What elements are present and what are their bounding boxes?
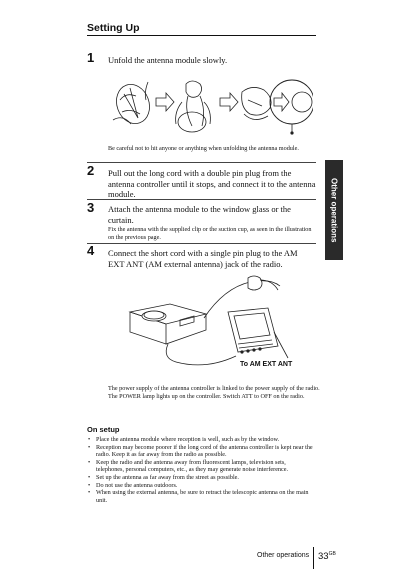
- step-3-text: Attach the antenna module to the window glass or the curtain.: [108, 204, 291, 225]
- bullet: •: [88, 458, 91, 466]
- page-suffix: GB: [328, 551, 336, 557]
- separator: [87, 162, 316, 163]
- unfold-illustration: [108, 72, 313, 142]
- step-2-text: Pull out the long cord with a double pin plug from the antenna controller until it stops, and connect it to the antenna module.: [108, 168, 316, 199]
- bullet: •: [88, 473, 91, 481]
- side-tab-label: Other operations: [329, 177, 339, 243]
- list-item: • When using the external antenna, be sure to retract the telescopic antenna on the main unit.: [88, 489, 309, 504]
- step-4-text: Connect the short cord with a single pin plug to the AM EXT ANT (AM external antenna) jack of the radio.: [108, 248, 298, 269]
- step-3-number: 3: [87, 200, 95, 215]
- jack-caption: To AM EXT ANT: [240, 361, 293, 368]
- title-rule: [87, 35, 316, 36]
- step-3-note: Fix the antenna with the supplied clip or the suction cup, as seen in the illustration on the previous page.: [108, 226, 312, 241]
- bullet: •: [88, 489, 91, 497]
- on-setup-heading: On setup: [87, 425, 120, 434]
- separator: [87, 243, 316, 244]
- list-item: • Do not use the antenna outdoors.: [88, 481, 178, 489]
- list-item: • Keep the radio and the antenna away from fluorescent lamps, television sets, telephones, personal computers, etc., as they may generate noise interference.: [88, 458, 289, 474]
- on-setup-list: [87, 436, 315, 504]
- list-item: • Set up the antenna as far away from the street as possible.: [88, 473, 239, 481]
- power-supply-note: The power supply of the antenna controller is linked to the power supply of the radio. The POWER lamp lights up on the controller. Switch ATT to OFF on the radio.: [108, 385, 320, 400]
- page-number: $33^{GB}$: [318, 551, 336, 563]
- section-title: Setting Up: [87, 22, 140, 34]
- footer-section-label: Other operations: [257, 552, 310, 559]
- step-1-number: 1: [87, 50, 95, 65]
- bullet: •: [88, 443, 91, 451]
- step-1-note: Be careful not to hit anyone or anything when unfolding the antenna module.: [108, 145, 299, 152]
- step-2-number: 2: [87, 163, 95, 178]
- connection-illustration: [108, 272, 320, 372]
- bullet: •: [88, 481, 91, 489]
- list-item: • Reception may become poorer if the long cord of the antenna controller is kept near the radio. Keep it as far away from the radio as possible.: [88, 443, 313, 459]
- bullet: •: [88, 436, 91, 443]
- step-4-number: 4: [87, 243, 95, 258]
- separator: [87, 199, 316, 200]
- step-1-text: Unfold the antenna module slowly.: [108, 55, 228, 65]
- footer-divider: [313, 547, 314, 569]
- list-item: • Place the antenna module where reception is well, such as by the window.: [88, 436, 280, 443]
